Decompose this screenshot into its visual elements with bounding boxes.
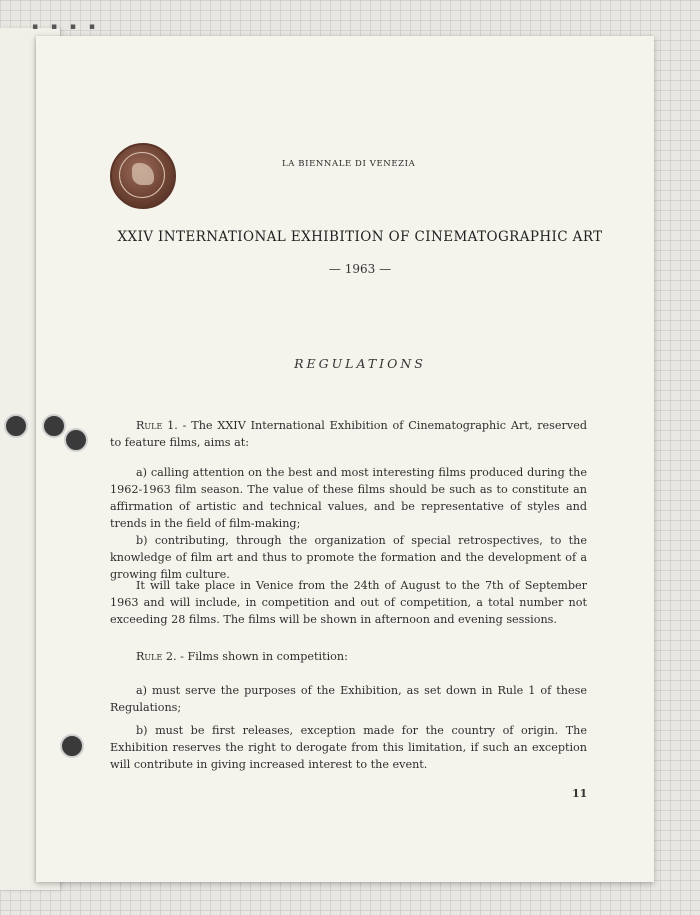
exhibition-year: — 1963 — bbox=[328, 262, 392, 276]
rule-1-item-a: a) calling attention on the best and most interesting films produced during the 1962-1963 film season. The value of these films should be such as to constitute an affirmation of artistic and technical values, and be representative of styles and trends in the field of film-making; bbox=[110, 466, 587, 530]
rule-1-intro bbox=[110, 417, 587, 451]
rule-1-dates: It will take place in Venice from the 24th of August to the 7th of September 1963 and will include, in competition and out of competition, a total number not exceeding 28 films. The films will be shown in afternoon and evening sessions. bbox=[110, 579, 587, 626]
biennale-lion-seal-icon bbox=[110, 143, 176, 209]
page-content bbox=[36, 36, 654, 882]
section-title: REGULATIONS bbox=[294, 356, 426, 371]
rule-2-intro bbox=[110, 648, 587, 665]
rule-1-label: Rule 1. bbox=[136, 419, 178, 432]
rule-2-item-a: a) must serve the purposes of the Exhibition, as set down in Rule 1 of these Regulations; bbox=[110, 684, 587, 714]
page-number: 11 bbox=[572, 787, 588, 800]
corner-marks: ▪ ▪ ▪ ▪ bbox=[32, 22, 100, 32]
rule-2-label: Rule 2. bbox=[136, 650, 177, 663]
rule-2-item-b: b) must be first releases, exception made for the country of origin. The Exhibition reserves the right to derogate from this limitation, if such an exception will contribute in giving increased interest to the event. bbox=[110, 724, 587, 771]
rule-1-item-b: b) contributing, through the organization of special retrospectives, to the knowledge of film art and thus to promote the formation and the development of a growing film culture. bbox=[110, 534, 587, 581]
exhibition-title: XXIV INTERNATIONAL EXHIBITION OF CINEMATOGRAPHIC ART bbox=[117, 229, 603, 245]
rule-2-intro-text: - Films shown in competition: bbox=[176, 650, 348, 663]
rule-1-intro-text: - The XXIV International Exhibition of Cinematographic Art, reserved to feature films, aims at: bbox=[110, 419, 587, 449]
punch-hole-back-1 bbox=[4, 414, 28, 438]
publisher-name: LA BIENNALE DI VENEZIA bbox=[282, 159, 416, 169]
